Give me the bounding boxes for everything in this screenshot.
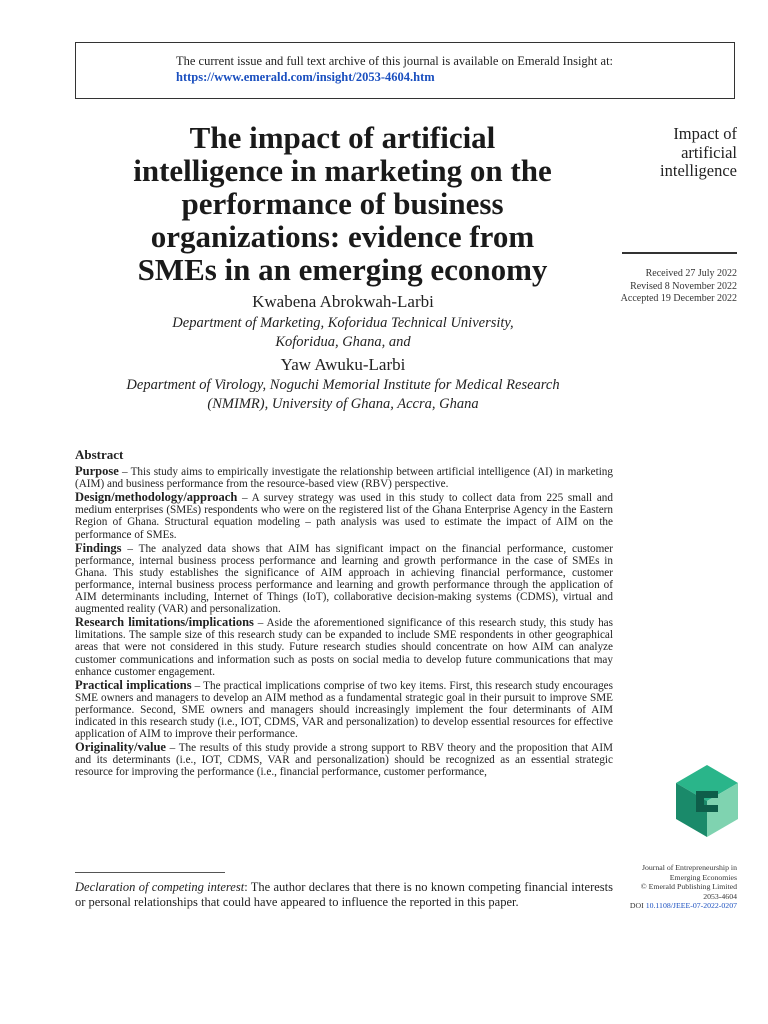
declaration-label: Declaration of competing interest	[75, 880, 245, 894]
abstract	[75, 449, 613, 779]
abstract-section-purpose	[75, 465, 613, 490]
title-line: performance of business	[181, 186, 504, 221]
author-affiliation	[38, 376, 648, 414]
archive-notice-text: The current issue and full text archive of this journal is available on Emerald Insight at:	[176, 54, 614, 68]
section-text: – The analyzed data shows that AIM has significant impact on the financial performance, customer performance, internal business process performance and learning and growth performance in the case of SMEs in Ghana. This study establishes the significance of AIM approach in achieving financial performance, customer performance, internal business process performance and learning and growth performance through the application of AIM determinants including, Internet of Things (IoT), collaborative decision-making systems (CDMS), virtual and augmented reality (VAR) and personalization.	[75, 542, 613, 616]
history-accepted: Accepted 19 December 2022	[620, 293, 737, 304]
abstract-section-practical	[75, 679, 613, 740]
running-head-line: Impact of	[673, 124, 737, 143]
history-received: Received 27 July 2022	[645, 268, 737, 279]
affiliation-line: Department of Marketing, Koforidua Technical University,	[172, 315, 514, 331]
doi-link[interactable]: 10.1108/JEEE-07-2022-0207	[645, 901, 737, 910]
author-name: Yaw Awuku-Larbi	[280, 355, 406, 374]
section-text: – The practical implications comprise of two key items. First, this research study encourages SME owners and managers to develop an AIM method as a fundamental strategic goal in their pursuit to improve SME performance. Second, SME owners and managers should increasingly implement the four determinants of AIM indicated in this research study (i.e., IOT, CDMS, VAR and personalization) to develop essential resources for effective application of AIM to improve their performance.	[75, 679, 613, 741]
section-label: Practical implications	[75, 677, 192, 692]
journal-info-line: Journal of Entrepreneurship in	[641, 863, 737, 872]
abstract-section-originality	[75, 741, 613, 778]
title-line: The impact of artificial	[189, 120, 496, 155]
archive-url-link[interactable]: https://www.emerald.com/insight/2053-4604.htm	[176, 70, 435, 84]
affiliation-line: (NMIMR), University of Ghana, Accra, Ghana	[207, 396, 479, 412]
running-head-line: intelligence	[660, 161, 737, 180]
abstract-section-findings	[75, 542, 613, 616]
section-text: – A survey strategy was used in this study to collect data from 225 small and medium enterprises (SMEs) respondents who were on the registered list of the Ghana Enterprise Agency in the Eastern Region of Ghana. Structural equation modeling – path analysis was used to estimate the impact of AIM on the performance of SMEs.	[75, 492, 613, 541]
emerald-publishing-logo-icon	[676, 765, 738, 837]
affiliation-line: Koforidua, Ghana, and	[275, 334, 411, 350]
article-title	[80, 121, 605, 286]
running-head	[600, 125, 737, 181]
footnote-rule	[75, 872, 225, 873]
title-line: intelligence in marketing on the	[133, 153, 552, 188]
journal-info-line: Emerging Economies	[669, 872, 737, 882]
archive-notice-box	[75, 42, 735, 99]
history-revised: Revised 8 November 2022	[630, 280, 737, 292]
competing-interest-declaration	[75, 880, 613, 910]
doi-label: DOI	[629, 901, 646, 910]
running-head-line: artificial	[681, 142, 737, 162]
margin-rule	[622, 252, 737, 254]
section-label: Research limitations/implications	[75, 615, 254, 630]
author-affiliation	[38, 314, 648, 352]
section-text: – Aside the aforementioned significance of this research study, this study has limitations. The sample size of this research study can be expanded to include SME respondents in other geographical areas that were not considered in this study. Future research studies should concentrate on how AIM can analyze customer communications and information such as posts on social media to develop future communications that may enhance customer engagement.	[75, 617, 613, 678]
journal-info	[600, 863, 737, 911]
section-label: Design/methodology/approach	[75, 490, 238, 505]
author-name: Kwabena Abrokwah-Larbi	[252, 292, 434, 311]
section-text: – This study aims to empirically investigate the relationship between artificial intelligence (AI) in marketing (AIM) and business performance from the resource-based view (RBV) perspective.	[75, 466, 613, 491]
title-line: SMEs in an emerging economy	[137, 252, 548, 287]
title-line: organizations: evidence from	[150, 219, 535, 254]
section-text: – The results of this study provide a strong support to RBV theory and the proposition that AIM and its determinants (i.e., IOT, CDMS, VAR and personalization) should be recognized as an essential strategic resource for improving the performance (i.e., financial performance, customer performance,	[75, 742, 613, 779]
affiliation-line: Department of Virology, Noguchi Memorial Institute for Medical Research	[126, 377, 560, 393]
journal-info-line: 2053-4604	[703, 891, 737, 901]
journal-info-line: © Emerald Publishing Limited	[640, 882, 737, 891]
section-label: Originality/value	[75, 740, 166, 755]
doi-line	[600, 901, 737, 911]
section-label: Findings	[75, 540, 122, 555]
abstract-heading: Abstract	[75, 447, 124, 462]
abstract-section-limitations	[75, 616, 613, 677]
abstract-section-design	[75, 491, 613, 540]
declaration-text: : The author declares that there is no known competing financial interests or personal relationships that could have appeared to influence the reported in this paper.	[75, 880, 613, 909]
section-label: Purpose	[75, 464, 119, 479]
